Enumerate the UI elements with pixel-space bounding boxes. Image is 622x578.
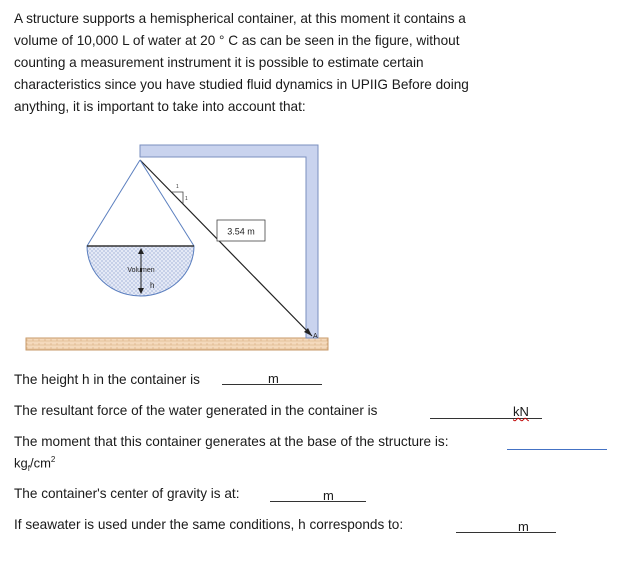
question-moment: The moment that this container generates at the base of the structure is: bbox=[14, 434, 449, 449]
intro-line: characteristics since you have studied fluid dynamics in UPIIG Before doing bbox=[14, 77, 469, 92]
height-label: h bbox=[150, 281, 155, 290]
point-a-label: A bbox=[313, 333, 318, 340]
intro-line: volume of 10,000 L of water at 20 ° C as can be seen in the figure, without bbox=[14, 33, 460, 48]
question-seawater-height: If seawater is used under the same conditions, h corresponds to: bbox=[14, 517, 404, 532]
unit-kn: kN bbox=[513, 404, 529, 419]
intro-line: A structure supports a hemispherical container, at this moment it contains a bbox=[14, 11, 466, 26]
answer-moment-field[interactable] bbox=[507, 437, 607, 450]
intro-line: anything, it is important to take into account that: bbox=[14, 99, 306, 114]
question-center-of-gravity: The container's center of gravity is at: bbox=[14, 486, 240, 501]
hanger-right bbox=[140, 160, 194, 246]
volume-label: Volumen bbox=[127, 267, 155, 274]
structure-diagram bbox=[0, 135, 340, 355]
slope-run: 1 bbox=[176, 184, 179, 190]
unit-m: m bbox=[323, 488, 334, 503]
answer-cog-field[interactable] bbox=[270, 487, 366, 502]
hanger-left bbox=[87, 160, 140, 246]
intro-line: counting a measurement instrument it is possible to estimate certain bbox=[14, 55, 424, 70]
slope-rise: 1 bbox=[185, 196, 188, 202]
distance-label: 3.54 m bbox=[227, 226, 255, 237]
unit-m: m bbox=[268, 371, 279, 386]
question-height: The height h in the container is bbox=[14, 372, 200, 387]
answer-seawater-field[interactable] bbox=[456, 518, 556, 533]
unit-moment: $kg_f/cm^2$ bbox=[14, 455, 56, 473]
ground-slab bbox=[26, 338, 328, 350]
unit-m: m bbox=[518, 519, 529, 534]
question-resultant-force: The resultant force of the water generated in the container is bbox=[14, 403, 378, 418]
problem-statement bbox=[14, 8, 574, 118]
structure-frame bbox=[140, 145, 318, 338]
